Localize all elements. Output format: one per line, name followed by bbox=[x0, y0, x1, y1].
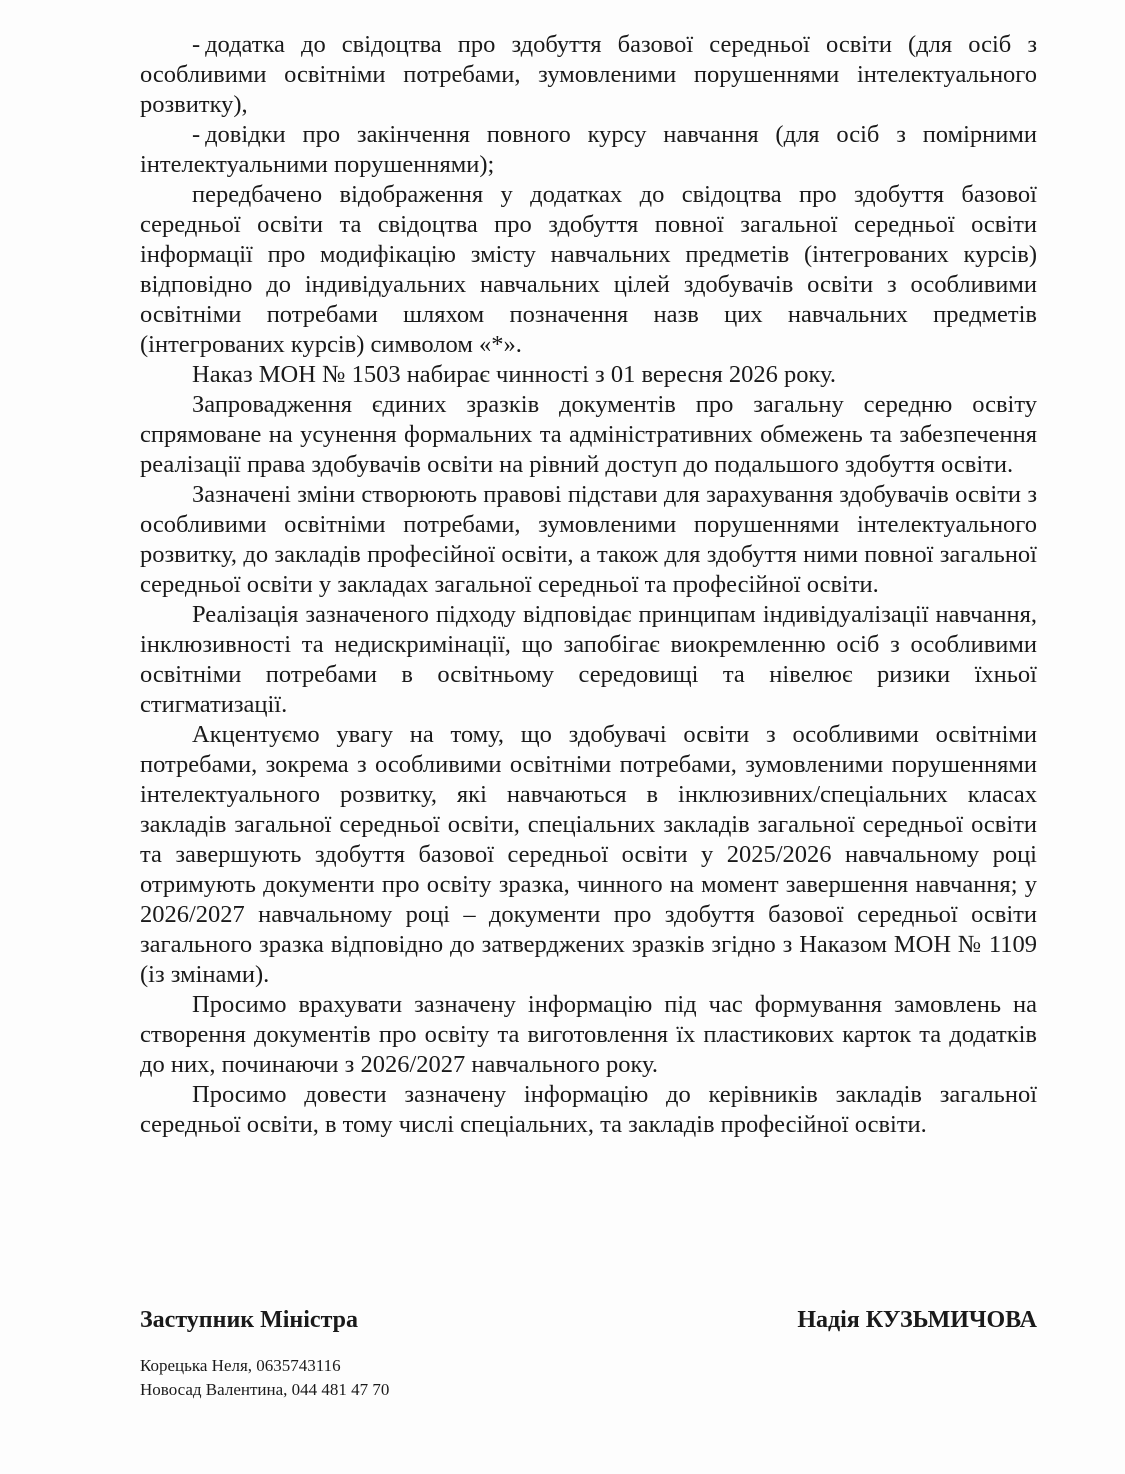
paragraph-effective-date: Наказ МОН № 1503 набирає чинності з 01 вересня 2026 року. bbox=[192, 361, 836, 388]
paragraph: Просимо врахувати зазначену інформацію під час формування замовлень на створення документів про освіту та виготовлення їх пластикових карток та додатків до них, починаючи з 2026/2027 навчального року. bbox=[140, 991, 1037, 1078]
contact-line: Новосад Валентина, 044 481 47 70 bbox=[140, 1380, 390, 1399]
paragraph: Акцентуємо увагу на тому, що здобувачі освіти з особливими освітніми потребами, зокрема з особливими освітніми потребами, зумовленими порушеннями інтелектуального розвитку, які навчаються в інклюзивних/спеціальних класах закладів загальної середньої освіти, спеціальних закладів загальної середньої освіти та завершують здобуття базової середньої освіти у 2025/2026 навчальному році отримують документи про освіту зразка, чинного на момент завершення навчання; у 2026/2027 навчальному році – документи про здобуття базової середньої освіти загального зразка відповідно до затверджених зразків згідно з Наказом МОН № 1109 (із змінами). bbox=[140, 721, 1037, 988]
paragraph-dash-item: - додатка до свідоцтва про здобуття базової середньої освіти (для осіб з особливими освітніми потребами, зумовленими порушеннями інтелектуального розвитку), bbox=[140, 31, 1037, 118]
letter-body bbox=[140, 30, 1037, 1140]
contact-persons bbox=[140, 1354, 389, 1402]
paragraph: Запровадження єдиних зразків документів про загальну середню освіту спрямоване на усунення формальних та адміністративних обмежень та забезпечення реалізації права здобувачів освіти на рівний доступ до подальшого здобуття освіти. bbox=[140, 391, 1037, 478]
signatory-name: Надія КУЗЬМИЧОВА bbox=[797, 1307, 1037, 1333]
paragraph: Реалізація зазначеного підходу відповідає принципам індивідуалізації навчання, інклюзивності та недискримінації, що запобігає виокремленню осіб з особливими освітніми потребами в освітньому середовищі та нівелює ризики їхньої стигматизації. bbox=[140, 601, 1037, 718]
paragraph: Зазначені зміни створюють правові підстави для зарахування здобувачів освіти з особливими освітніми потребами, зумовленими порушеннями інтелектуального розвитку, до закладів професійної освіти, а також для здобуття ними повної загальної середньої освіти у закладах загальної середньої та професійної освіти. bbox=[140, 481, 1037, 598]
contact-line: Корецька Неля, 0635743116 bbox=[140, 1356, 341, 1375]
signatory-position: Заступник Міністра bbox=[140, 1307, 359, 1333]
paragraph: передбачено відображення у додатках до свідоцтва про здобуття базової середньої освіти та свідоцтва про здобуття повної загальної середньої освіти інформації про модифікацію змісту навчальних предметів (інтегрованих курсів) відповідно до індивідуальних навчальних цілей здобувачів освіти з особливими освітніми потребами шляхом позначення назв цих навчальних предметів (інтегрованих курсів) символом «*». bbox=[140, 181, 1037, 358]
paragraph: Просимо довести зазначену інформацію до керівників закладів загальної середньої освіти, в тому числі спеціальних, та закладів професійної освіти. bbox=[140, 1081, 1037, 1138]
paragraph-dash-item: - довідки про закінчення повного курсу навчання (для осіб з помірними інтелектуальними порушеннями); bbox=[140, 121, 1037, 178]
